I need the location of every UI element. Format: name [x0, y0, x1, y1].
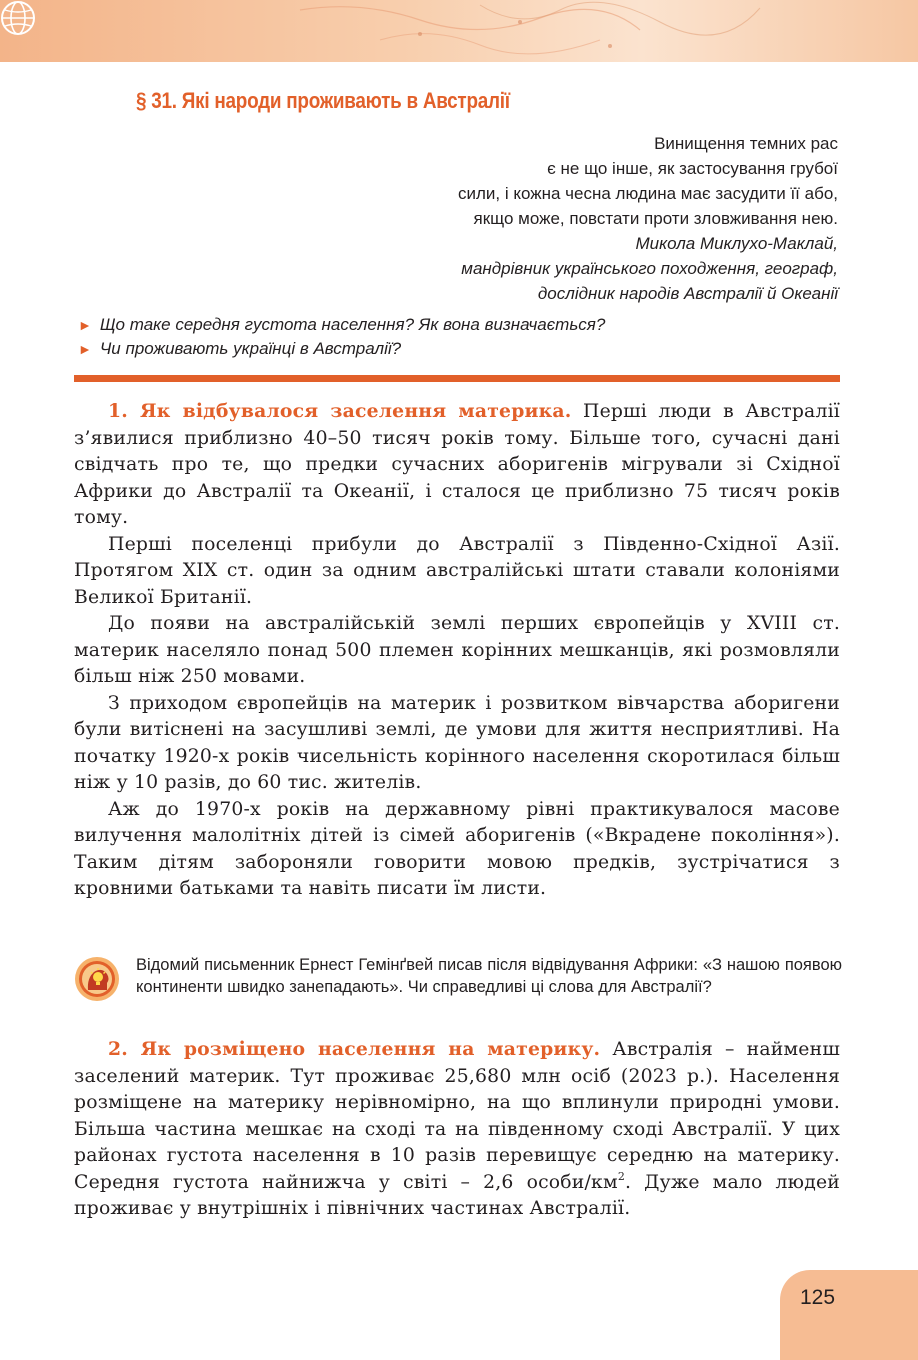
question-text: Що таке середня густота населення? Як вона визначається? [99, 315, 606, 334]
paragraph: Аж до 1970-х років на державному рівні практикувалося масове вилучення малолітніх дітей із сімей аборигенів («Вкрадене покоління»). Таким дітям забороняли говорити мовою предків, зустрічатися з кровними батьками та навіть писати їм листи. [74, 798, 840, 899]
section-1 [74, 398, 840, 903]
map-decoration [0, 0, 918, 62]
page-number: 125 [800, 1286, 836, 1309]
epigraph-author: дослідник народів Австралії й Океанії [537, 284, 838, 303]
paragraph: До появи на австралійській землі перших європейців у XVIII ст. материк населяло понад 500 племен корінних мешканців, які розмовляли більш ніж 250 мовами. [74, 613, 840, 687]
epigraph-line: є не що інше, як застосування грубої [547, 159, 838, 178]
lightbulb-head-icon [74, 956, 120, 1002]
paragraph [74, 398, 840, 532]
note-text: Відомий письменник Ернест Гемінґвей писав після відвідування Африки: «З нашою появою континенти швидко занепадають». Чи справедливі ці слова для Австралії? [136, 956, 842, 996]
paragraph-text: Перші люди в Австралії з’явилися приблизно 40–50 тисяч років тому. Більше того, сучасні дані свідчать про те, що предки сучасних аборигенів мігрували зі Східної Африки до Австралії та Океанії, і сталося це приблизно 75 тисяч років тому. [74, 401, 840, 528]
epigraph-line: Винищення темних рас [654, 134, 838, 153]
triangle-arrow-icon: ► [78, 317, 92, 333]
epigraph [318, 131, 838, 306]
epigraph-author: мандрівник українського походження, географ, [461, 259, 838, 278]
superscript: 2 [617, 1169, 626, 1183]
epigraph-line: якщо може, повстати проти зловживання нею. [473, 209, 838, 228]
guiding-questions [78, 313, 848, 361]
section-heading: 2. Як розміщено населення на материку. [108, 1038, 601, 1060]
page-title: § 31. Які народи проживають в Австралії [136, 88, 510, 113]
question-text: Чи проживають українці в Австралії? [99, 339, 402, 358]
page-number-tab [780, 1270, 918, 1360]
question-item [78, 313, 848, 337]
epigraph-line: сили, і кожна чесна людина має засудити її або, [457, 184, 838, 203]
reflection-note [74, 954, 844, 1024]
section-2 [74, 1036, 840, 1223]
epigraph-author: Микола Миклухо-Маклай, [635, 234, 838, 253]
paragraph: З приходом європейців на материк і розвитком вівчарства аборигени були витіснені на засушливі землі, де умови для життя несприятливі. На початку 1920-х років чисельність корінного населення скоротилася більш ніж у 10 разів, до 60 тис. жителів. [74, 692, 840, 793]
question-item [78, 337, 848, 361]
paragraph-text: . Дуже мало людей проживає у внутрішніх і північних частинах Австралії. [74, 1171, 840, 1219]
globe-icon [0, 0, 36, 36]
section-heading: 1. Як відбувалося заселення материка. [108, 400, 572, 422]
top-banner [0, 0, 918, 62]
paragraph: Перші поселенці прибули до Австралії з Південно-Східної Азії. Протягом XIX ст. один за одним австралійські штати ставали колоніями Великої Британії. [74, 533, 840, 608]
triangle-arrow-icon: ► [78, 341, 92, 357]
section-divider [74, 375, 840, 382]
paragraph-text: Австралія – найменш заселений материк. Тут проживає 25,680 млн осіб (2023 р.). Населення розміщене на материку нерівномірно, на що вплинули природні умови. Більша частина мешкає на сході та на південному сході Австралії. У цих районах густота населення в 10 разів перевищує середню на материку. Середня густота найнижча у світі – 2,6 особи/км [74, 1039, 841, 1193]
paragraph [74, 1036, 840, 1223]
